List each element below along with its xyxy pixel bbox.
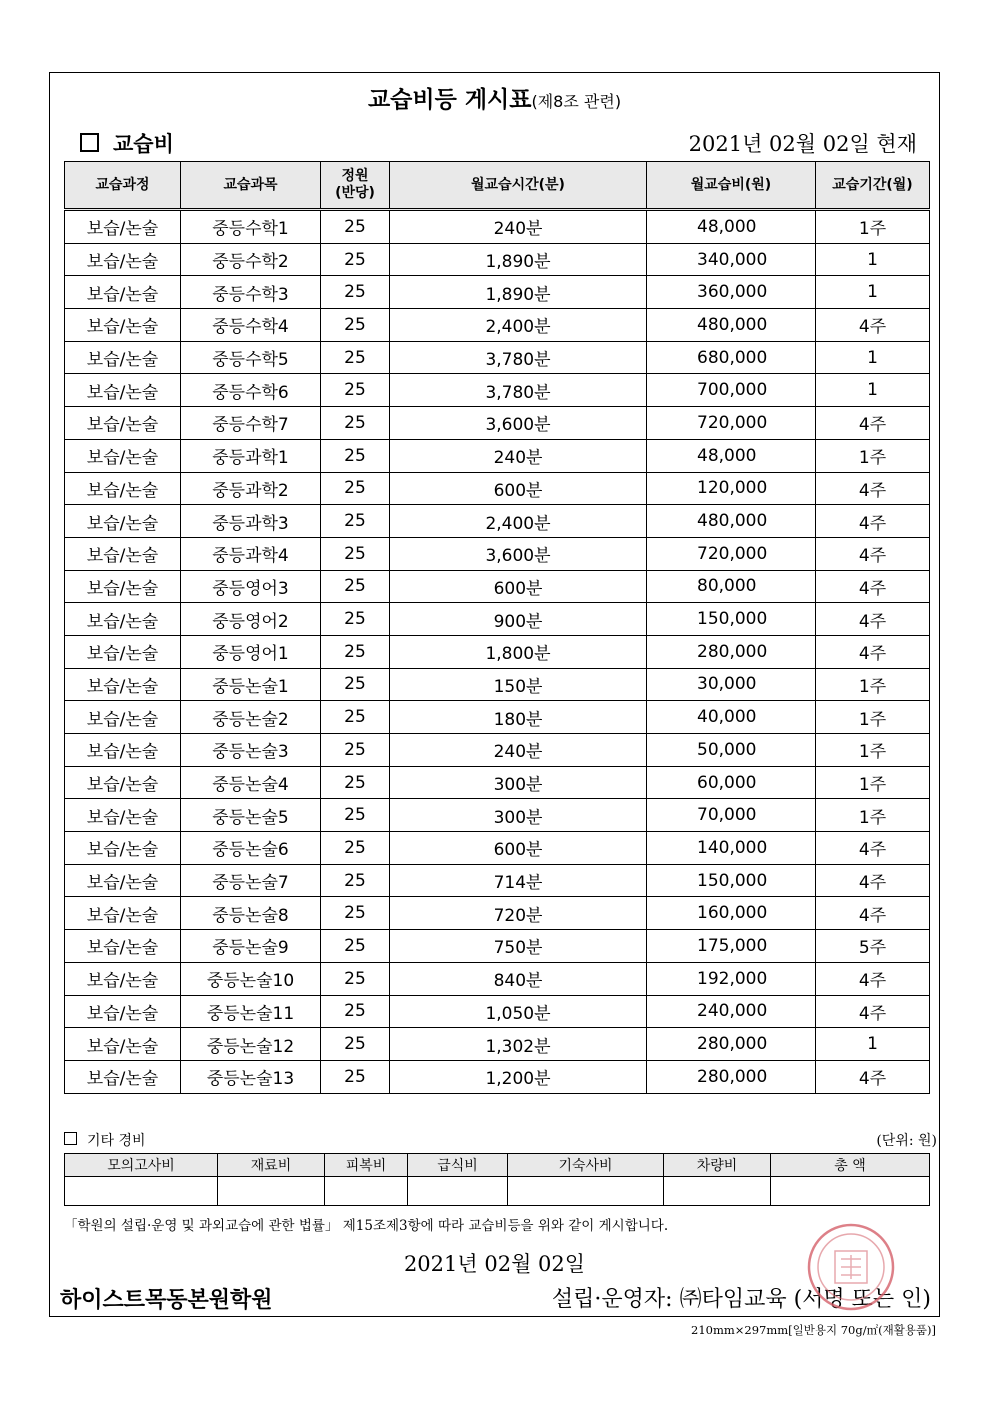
other-expense-header: 기숙사비: [508, 1154, 664, 1177]
hours-cell: 2,400분: [390, 309, 647, 342]
other-expense-header: 재료비: [218, 1154, 325, 1177]
fee-cell: 48,000: [647, 439, 816, 472]
capacity-cell: 25: [321, 505, 390, 538]
fee-cell: 120,000: [647, 472, 816, 505]
period-cell: 4주: [816, 472, 930, 505]
period-cell: 4주: [816, 995, 930, 1028]
period-cell: 4주: [816, 864, 930, 897]
hours-cell: 240분: [390, 210, 647, 244]
table-row: [65, 962, 930, 995]
fee-cell: 700,000: [647, 374, 816, 407]
fee-cell: 30,000: [647, 668, 816, 701]
fee-cell: 40,000: [647, 701, 816, 734]
fee-cell: 175,000: [647, 930, 816, 963]
hours-cell: 3,600분: [390, 407, 647, 440]
hours-cell: 3,780분: [390, 341, 647, 374]
course-cell: 보습/논술: [65, 701, 181, 734]
subject-cell: 중등논술6: [181, 832, 321, 865]
tuition-table: [64, 161, 930, 1094]
fee-cell: 720,000: [647, 407, 816, 440]
subject-cell: 중등논술12: [181, 1028, 321, 1061]
hours-cell: 1,890분: [390, 276, 647, 309]
fee-cell: 340,000: [647, 243, 816, 276]
course-cell: 보습/논술: [65, 472, 181, 505]
fee-cell: 720,000: [647, 537, 816, 570]
other-expense-value-cell: [508, 1177, 664, 1206]
period-cell: 4주: [816, 962, 930, 995]
hours-cell: 1,200분: [390, 1060, 647, 1093]
period-cell: 1: [816, 276, 930, 309]
section-label: 교습비: [113, 132, 174, 156]
table-row: [65, 930, 930, 963]
hours-cell: 300분: [390, 766, 647, 799]
table-row: [65, 701, 930, 734]
subject-cell: 중등논술7: [181, 864, 321, 897]
subject-cell: 중등논술3: [181, 734, 321, 767]
capacity-cell: 25: [321, 635, 390, 668]
period-cell: 4주: [816, 407, 930, 440]
course-cell: 보습/논술: [65, 930, 181, 963]
period-cell: 1주: [816, 668, 930, 701]
subject-cell: 중등과학4: [181, 537, 321, 570]
column-header: 교습기간(월): [816, 162, 930, 210]
other-expense-value-cell: [65, 1177, 218, 1206]
course-cell: 보습/논술: [65, 734, 181, 767]
subject-cell: 중등영어1: [181, 635, 321, 668]
subject-cell: 중등논술8: [181, 897, 321, 930]
capacity-cell: 25: [321, 701, 390, 734]
table-row: [65, 341, 930, 374]
other-expense-value-cell: [664, 1177, 771, 1206]
fee-cell: 160,000: [647, 897, 816, 930]
subject-cell: 중등과학1: [181, 439, 321, 472]
capacity-cell: 25: [321, 276, 390, 309]
course-cell: 보습/논술: [65, 374, 181, 407]
fee-cell: 192,000: [647, 962, 816, 995]
column-header: 교습과목: [181, 162, 321, 210]
capacity-cell: 25: [321, 1060, 390, 1093]
period-cell: 1주: [816, 439, 930, 472]
hours-cell: 3,600분: [390, 537, 647, 570]
other-expense-value-cell: [408, 1177, 508, 1206]
capacity-cell: 25: [321, 864, 390, 897]
fee-cell: 480,000: [647, 309, 816, 342]
subject-cell: 중등논술9: [181, 930, 321, 963]
course-cell: 보습/논술: [65, 635, 181, 668]
course-cell: 보습/논술: [65, 243, 181, 276]
fee-cell: 150,000: [647, 864, 816, 897]
hours-cell: 2,400분: [390, 505, 647, 538]
period-cell: 4주: [816, 505, 930, 538]
subject-cell: 중등수학3: [181, 276, 321, 309]
period-cell: 4주: [816, 603, 930, 636]
table-row: [65, 374, 930, 407]
subject-cell: 중등논술2: [181, 701, 321, 734]
capacity-cell: 25: [321, 210, 390, 244]
column-header: 월교습비(원): [647, 162, 816, 210]
capacity-cell: 25: [321, 439, 390, 472]
fee-cell: 480,000: [647, 505, 816, 538]
subject-cell: 중등과학2: [181, 472, 321, 505]
capacity-cell: 25: [321, 537, 390, 570]
doc-title: [50, 81, 939, 114]
table-row: [65, 766, 930, 799]
column-header: 교습과정: [65, 162, 181, 210]
hours-cell: 750분: [390, 930, 647, 963]
other-expense-header: 피복비: [325, 1154, 408, 1177]
hours-cell: 1,302분: [390, 1028, 647, 1061]
table-row: [65, 276, 930, 309]
table-row: [65, 210, 930, 244]
fee-cell: 280,000: [647, 1028, 816, 1061]
official-seal-icon: [805, 1221, 897, 1313]
hours-cell: 600분: [390, 570, 647, 603]
course-cell: 보습/논술: [65, 570, 181, 603]
course-cell: 보습/논술: [65, 407, 181, 440]
capacity-cell: 25: [321, 832, 390, 865]
capacity-cell: 25: [321, 603, 390, 636]
hours-cell: 150분: [390, 668, 647, 701]
subject-cell: 중등영어2: [181, 603, 321, 636]
table-row: [65, 668, 930, 701]
fee-cell: 150,000: [647, 603, 816, 636]
period-cell: 1주: [816, 734, 930, 767]
hours-cell: 600분: [390, 472, 647, 505]
table-row: [65, 537, 930, 570]
hours-cell: 600분: [390, 832, 647, 865]
subject-cell: 중등수학2: [181, 243, 321, 276]
other-expense-header: 차량비: [664, 1154, 771, 1177]
hours-cell: 1,890분: [390, 243, 647, 276]
other-expense-value-cell: [218, 1177, 325, 1206]
table-row: [65, 832, 930, 865]
checkbox-square-icon: [80, 133, 99, 152]
hours-cell: 240분: [390, 734, 647, 767]
table-row: [65, 603, 930, 636]
fee-cell: 360,000: [647, 276, 816, 309]
table-row: [65, 635, 930, 668]
subject-cell: 중등논술4: [181, 766, 321, 799]
capacity-cell: 25: [321, 472, 390, 505]
other-expenses-heading: [64, 1130, 146, 1150]
capacity-cell: 25: [321, 930, 390, 963]
other-expenses-value-row: [65, 1177, 930, 1206]
checkbox-square-icon: [64, 1132, 77, 1145]
fee-cell: 280,000: [647, 635, 816, 668]
fee-cell: 140,000: [647, 832, 816, 865]
fee-cell: 48,000: [647, 210, 816, 244]
period-cell: 4주: [816, 570, 930, 603]
fee-cell: 680,000: [647, 341, 816, 374]
period-cell: 4주: [816, 897, 930, 930]
hours-cell: 300분: [390, 799, 647, 832]
fee-cell: 50,000: [647, 734, 816, 767]
table-row: [65, 472, 930, 505]
as-of-date: 2021년 02월 02일 현재: [688, 132, 917, 156]
paper-spec: 210mm×297mm[일반용지 70g/㎡(재활용품)]: [691, 1323, 936, 1337]
course-cell: 보습/논술: [65, 832, 181, 865]
period-cell: 1주: [816, 210, 930, 244]
capacity-cell: 25: [321, 897, 390, 930]
period-cell: 1주: [816, 799, 930, 832]
hours-cell: 1,800분: [390, 635, 647, 668]
founder-signature: 설립·운영자: ㈜타임교육 (서명 또는 인): [551, 1287, 931, 1312]
course-cell: 보습/논술: [65, 210, 181, 244]
table-row: [65, 864, 930, 897]
table-row: [65, 439, 930, 472]
capacity-cell: 25: [321, 1028, 390, 1061]
table-row: [65, 243, 930, 276]
subject-cell: 중등수학7: [181, 407, 321, 440]
doc-title-sub: (제8조 관련): [531, 92, 622, 111]
doc-title-main: 교습비등 게시표: [367, 87, 532, 113]
course-cell: 보습/논술: [65, 962, 181, 995]
subject-cell: 중등수학5: [181, 341, 321, 374]
subject-cell: 중등논술11: [181, 995, 321, 1028]
course-cell: 보습/논술: [65, 603, 181, 636]
table-row: [65, 734, 930, 767]
subject-cell: 중등논술5: [181, 799, 321, 832]
course-cell: 보습/논술: [65, 439, 181, 472]
course-cell: 보습/논술: [65, 309, 181, 342]
capacity-cell: 25: [321, 407, 390, 440]
fee-cell: 70,000: [647, 799, 816, 832]
notice-frame: [49, 72, 940, 1317]
table-row: [65, 1028, 930, 1061]
capacity-cell: 25: [321, 962, 390, 995]
table-row: [65, 407, 930, 440]
course-cell: 보습/논술: [65, 995, 181, 1028]
capacity-cell: 25: [321, 799, 390, 832]
period-cell: 1: [816, 243, 930, 276]
capacity-cell: 25: [321, 668, 390, 701]
other-expense-value-cell: [325, 1177, 408, 1206]
course-cell: 보습/논술: [65, 1028, 181, 1061]
course-cell: 보습/논술: [65, 799, 181, 832]
course-cell: 보습/논술: [65, 897, 181, 930]
fee-cell: 240,000: [647, 995, 816, 1028]
hours-cell: 720분: [390, 897, 647, 930]
course-cell: 보습/논술: [65, 1060, 181, 1093]
other-expense-header: 총 액: [771, 1154, 930, 1177]
hours-cell: 900분: [390, 603, 647, 636]
table-row: [65, 570, 930, 603]
table-row: [65, 309, 930, 342]
table-row: [65, 505, 930, 538]
hours-cell: 1,050분: [390, 995, 647, 1028]
table-header-row: [65, 162, 930, 210]
fee-cell: 60,000: [647, 766, 816, 799]
subject-cell: 중등논술13: [181, 1060, 321, 1093]
table-row: [65, 897, 930, 930]
table-row: [65, 1060, 930, 1093]
period-cell: 1: [816, 341, 930, 374]
period-cell: 1주: [816, 766, 930, 799]
capacity-cell: 25: [321, 570, 390, 603]
column-header: 정원 (반당): [321, 162, 390, 210]
unit-label: (단위: 원): [876, 1133, 937, 1149]
course-cell: 보습/논술: [65, 668, 181, 701]
course-cell: 보습/논술: [65, 766, 181, 799]
other-expenses-table: [64, 1153, 930, 1206]
hours-cell: 180분: [390, 701, 647, 734]
law-statement: 「학원의 설립·운영 및 과외교습에 관한 법률」 제15조제3항에 따라 교습비등을 위와 같이 게시합니다.: [64, 1218, 669, 1234]
other-expense-header: 급식비: [408, 1154, 508, 1177]
period-cell: 4주: [816, 1060, 930, 1093]
capacity-cell: 25: [321, 309, 390, 342]
fee-cell: 80,000: [647, 570, 816, 603]
course-cell: 보습/논술: [65, 341, 181, 374]
other-expense-value-cell: [771, 1177, 930, 1206]
academy-name: 하이스트목동본원학원: [60, 1288, 273, 1313]
table-body: [65, 210, 930, 1094]
hours-cell: 3,780분: [390, 374, 647, 407]
period-cell: 4주: [816, 537, 930, 570]
course-cell: 보습/논술: [65, 864, 181, 897]
capacity-cell: 25: [321, 995, 390, 1028]
course-cell: 보습/논술: [65, 276, 181, 309]
period-cell: 1주: [816, 701, 930, 734]
course-cell: 보습/논술: [65, 537, 181, 570]
period-cell: 4주: [816, 832, 930, 865]
other-expense-header: 모의고사비: [65, 1154, 218, 1177]
subject-cell: 중등수학1: [181, 210, 321, 244]
capacity-cell: 25: [321, 341, 390, 374]
section-heading: [80, 128, 174, 158]
other-expenses-label: 기타 경비: [87, 1133, 146, 1149]
hours-cell: 240분: [390, 439, 647, 472]
subject-cell: 중등영어3: [181, 570, 321, 603]
period-cell: 1: [816, 374, 930, 407]
period-cell: 4주: [816, 309, 930, 342]
hours-cell: 714분: [390, 864, 647, 897]
period-cell: 5주: [816, 930, 930, 963]
period-cell: 4주: [816, 635, 930, 668]
capacity-cell: 25: [321, 374, 390, 407]
subject-cell: 중등수학6: [181, 374, 321, 407]
subject-cell: 중등논술10: [181, 962, 321, 995]
capacity-cell: 25: [321, 243, 390, 276]
period-cell: 1: [816, 1028, 930, 1061]
subject-cell: 중등수학4: [181, 309, 321, 342]
course-cell: 보습/논술: [65, 505, 181, 538]
subject-cell: 중등과학3: [181, 505, 321, 538]
other-expenses-header-row: [65, 1154, 930, 1177]
hours-cell: 840분: [390, 962, 647, 995]
fee-cell: 280,000: [647, 1060, 816, 1093]
issue-date: 2021년 02월 02일: [403, 1252, 586, 1276]
subject-cell: 중등논술1: [181, 668, 321, 701]
table-row: [65, 995, 930, 1028]
capacity-cell: 25: [321, 734, 390, 767]
capacity-cell: 25: [321, 766, 390, 799]
column-header: 월교습시간(분): [390, 162, 647, 210]
table-row: [65, 799, 930, 832]
